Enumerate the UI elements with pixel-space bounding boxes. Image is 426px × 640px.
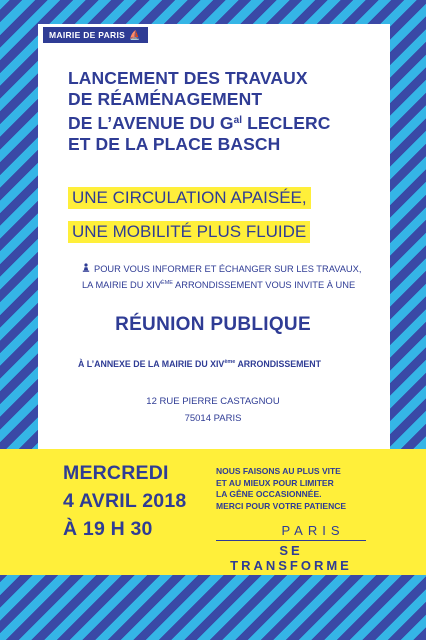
page-title (68, 68, 378, 155)
highlight-line-2 (68, 221, 310, 243)
address-street: 12 RUE PIERRE CASTAGNOU (146, 396, 280, 407)
mairie-de-paris-logo (43, 27, 148, 43)
event-day: MERCREDI (63, 462, 169, 484)
title-line-3-sup: al (233, 115, 243, 126)
logo-bottom: SE TRANSFORME (230, 543, 352, 573)
title-line-3-post: LECLERC (242, 113, 331, 133)
title-line-3 (68, 110, 378, 134)
intro-part-1: POUR VOUS INFORMER ET ÉCHANGER SUR LES TRAVAUX, LA MAIRIE DU XIV (82, 264, 362, 290)
event-time: À 19 H 30 (63, 518, 153, 540)
intro-text (82, 263, 372, 292)
logo-divider (216, 540, 366, 541)
highlight-line-2-text: UNE MOBILITÉ PLUS FLUIDE (68, 221, 310, 243)
ship-icon: ⛵ (129, 29, 141, 40)
venue-pre: À L’ANNEXE DE LA MAIRIE DU XIV (78, 359, 225, 369)
title-line-2: DE RÉAMÉNAGEMENT (68, 89, 263, 109)
message-line-4: MERCI POUR VOTRE PATIENCE (216, 500, 347, 511)
address-city: 75014 PARIS (184, 413, 242, 424)
message-line-2: ET AU MIEUX POUR LIMITER (216, 477, 334, 488)
event-date-value: 4 AVRIL 2018 (63, 490, 187, 512)
paris-se-transforme-logo (216, 523, 366, 573)
message-line-3: LA GÊNE OCCASIONNÉE. (216, 489, 322, 499)
highlight-line-1-text: UNE CIRCULATION APAISÉE, (68, 187, 311, 209)
pawn-icon (82, 263, 90, 277)
highlight-line-1 (68, 187, 311, 209)
venue-text (78, 359, 378, 369)
title-line-3-pre: DE L’AVENUE DU G (68, 113, 234, 133)
event-date (63, 459, 186, 543)
intro-part-2: ARRONDISSEMENT VOUS INVITE À UNE (172, 279, 356, 290)
venue-sup: ème (224, 359, 236, 365)
message-line-1: NOUS FAISONS AU PLUS VITE (216, 466, 341, 476)
title-line-4: ET DE LA PLACE BASCH (68, 134, 281, 154)
brand-label: MAIRIE DE PARIS (49, 30, 126, 40)
title-line-1: LANCEMENT DES TRAVAUX (68, 68, 308, 88)
venue-post: ARRONDISSEMENT (235, 359, 322, 369)
patience-message (216, 466, 406, 512)
logo-top: PARIS (281, 523, 345, 538)
intro-sup: ÈME (161, 279, 173, 286)
meeting-heading: RÉUNION PUBLIQUE (115, 314, 311, 335)
address-block (0, 393, 426, 427)
